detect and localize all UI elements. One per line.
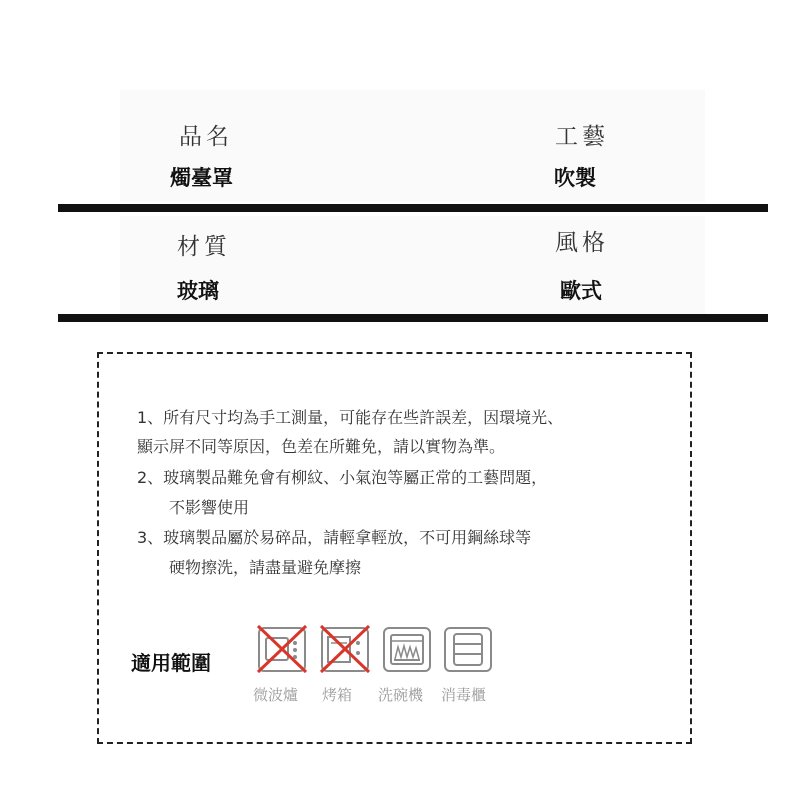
microwave-label: 微波爐 (253, 686, 299, 704)
dishwasher-icon (383, 627, 431, 672)
craft-label: 工藝 (555, 124, 609, 150)
style-label: 風格 (555, 230, 609, 256)
note-line: 3、玻璃製品屬於易碎品，請輕拿輕放，不可用鋼絲球等 (137, 528, 532, 547)
product-name-label: 品名 (179, 124, 233, 150)
material-value: 玻璃 (177, 279, 219, 303)
note-line: 顯示屏不同等原因，色差在所難免，請以實物為準。 (137, 437, 506, 456)
not-allowed-cross-icon (254, 622, 310, 676)
product-name-value: 燭臺罩 (170, 166, 233, 190)
dishwasher-label: 洗碗機 (378, 686, 424, 704)
craft-value: 吹製 (554, 166, 596, 190)
note-line: 1、所有尺寸均為手工測量，可能存在些許誤差，因環境光、 (137, 408, 564, 427)
material-label: 材質 (177, 234, 231, 260)
oven-label: 烤箱 (322, 686, 353, 704)
note-line: 不影響使用 (169, 498, 250, 517)
divider-rule (58, 204, 768, 212)
style-value: 歐式 (560, 279, 602, 303)
sterilizer-cabinet-icon (444, 627, 492, 672)
note-line: 2、玻璃製品難免會有柳紋、小氣泡等屬正常的工藝問題， (137, 468, 548, 487)
note-line: 硬物擦洗，請盡量避免摩擦 (169, 558, 362, 577)
usage-title: 適用範圍 (131, 651, 211, 675)
not-allowed-cross-icon (317, 622, 373, 676)
divider-rule (58, 314, 768, 322)
sterilizer-cabinet-label: 消毒櫃 (441, 686, 487, 704)
